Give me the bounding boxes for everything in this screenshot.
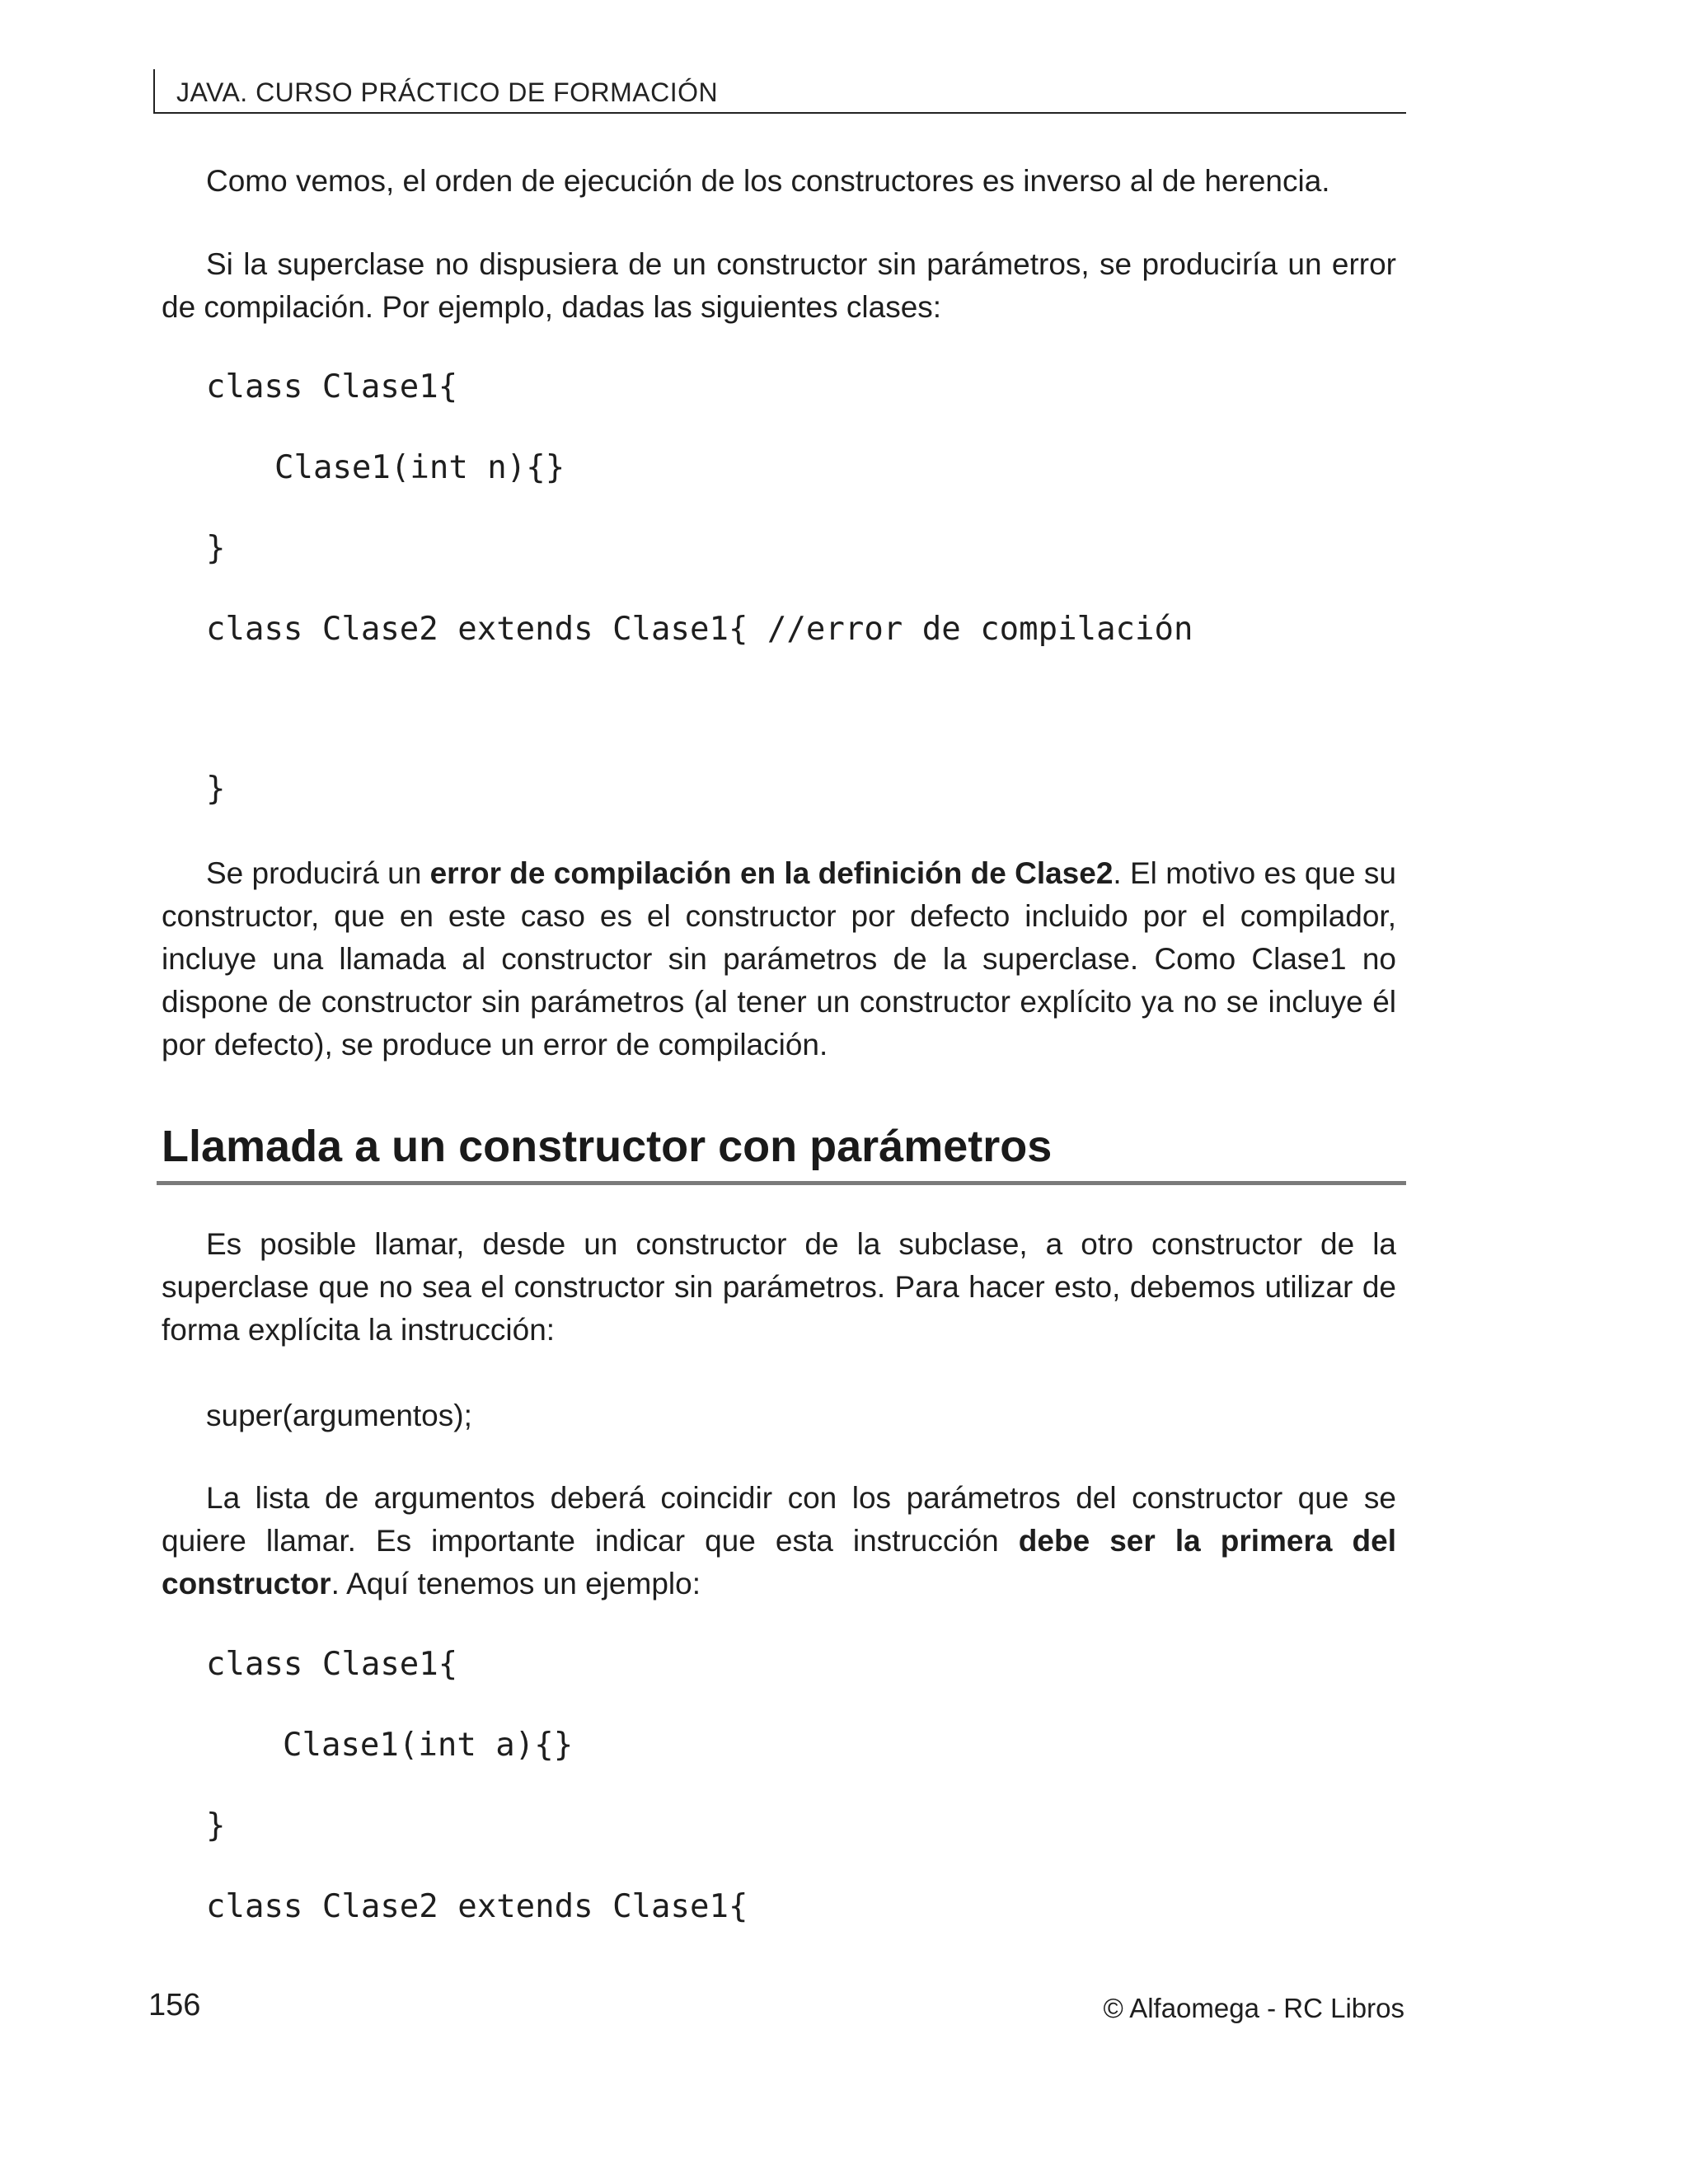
- paragraph-calling-super-constructor: Es posible llamar, desde un constructor de la subclase, a otro constructor de la superclase que no sea el constructor sin parámetros. Para hacer esto, debemos utilizar de forma explícita la instrucción:: [162, 1227, 1396, 1347]
- paragraph-compile-error-explanation: [162, 852, 1396, 1066]
- bold-text-run: error de compilación en la definición de Clase2: [429, 856, 1114, 890]
- paragraph-constructor-order: Como vemos, el orden de ejecución de los constructores es inverso al de herencia.: [206, 164, 1330, 198]
- paragraph-argument-list: [162, 1477, 1396, 1605]
- code-line: }: [206, 1807, 226, 1844]
- running-header: [153, 69, 1406, 114]
- section-title: Llamada a un constructor con parámetros: [162, 1122, 1053, 1171]
- code-line: class Clase2 extends Clase1{: [206, 1888, 748, 1925]
- bold-text-run: debe ser la primera del constructor: [162, 1524, 1396, 1601]
- code-line: }: [206, 530, 226, 567]
- code-line: }: [206, 771, 226, 808]
- code-line: class Clase2 extends Clase1{ //error de compilación: [206, 611, 1193, 648]
- text-run: Se producirá un: [206, 856, 430, 890]
- text-run: . El motivo es que su constructor, que en este caso es el constructor por defecto incluido por el compilador, incluye una llamada al constructor sin parámetros de la superclase. Como Clase1 no dispone de constructor sin parámetros (al tener un constructor explícito ya no se incluye él por defecto), se produce un error de compilación.: [162, 856, 1396, 1062]
- text-run: . Aquí tenemos un ejemplo:: [331, 1567, 701, 1601]
- code-line: Clase1(int n){}: [274, 449, 565, 486]
- code-line: class Clase1{: [206, 1646, 458, 1683]
- section-heading: [157, 1118, 1406, 1185]
- text-run: La lista de argumentos deberá coincidir con los parámetros del constructor que se quiere llamar. Es importante indicar que esta instrucción: [162, 1481, 1396, 1558]
- code-line: Clase1(int a){}: [283, 1727, 574, 1764]
- publisher-credit: © Alfaomega - RC Libros: [1103, 1993, 1404, 2023]
- running-header-title: JAVA. CURSO PRÁCTICO DE FORMACIÓN: [176, 77, 719, 107]
- paragraph-superclass-no-default: Si la superclase no dispusiera de un constructor sin parámetros, se produciría un error de compilación. Por ejemplo, dadas las siguientes clases:: [162, 247, 1396, 324]
- page-number: 156: [148, 1988, 201, 2022]
- code-line: class Clase1{: [206, 368, 458, 405]
- super-call-statement: super(argumentos);: [206, 1399, 472, 1432]
